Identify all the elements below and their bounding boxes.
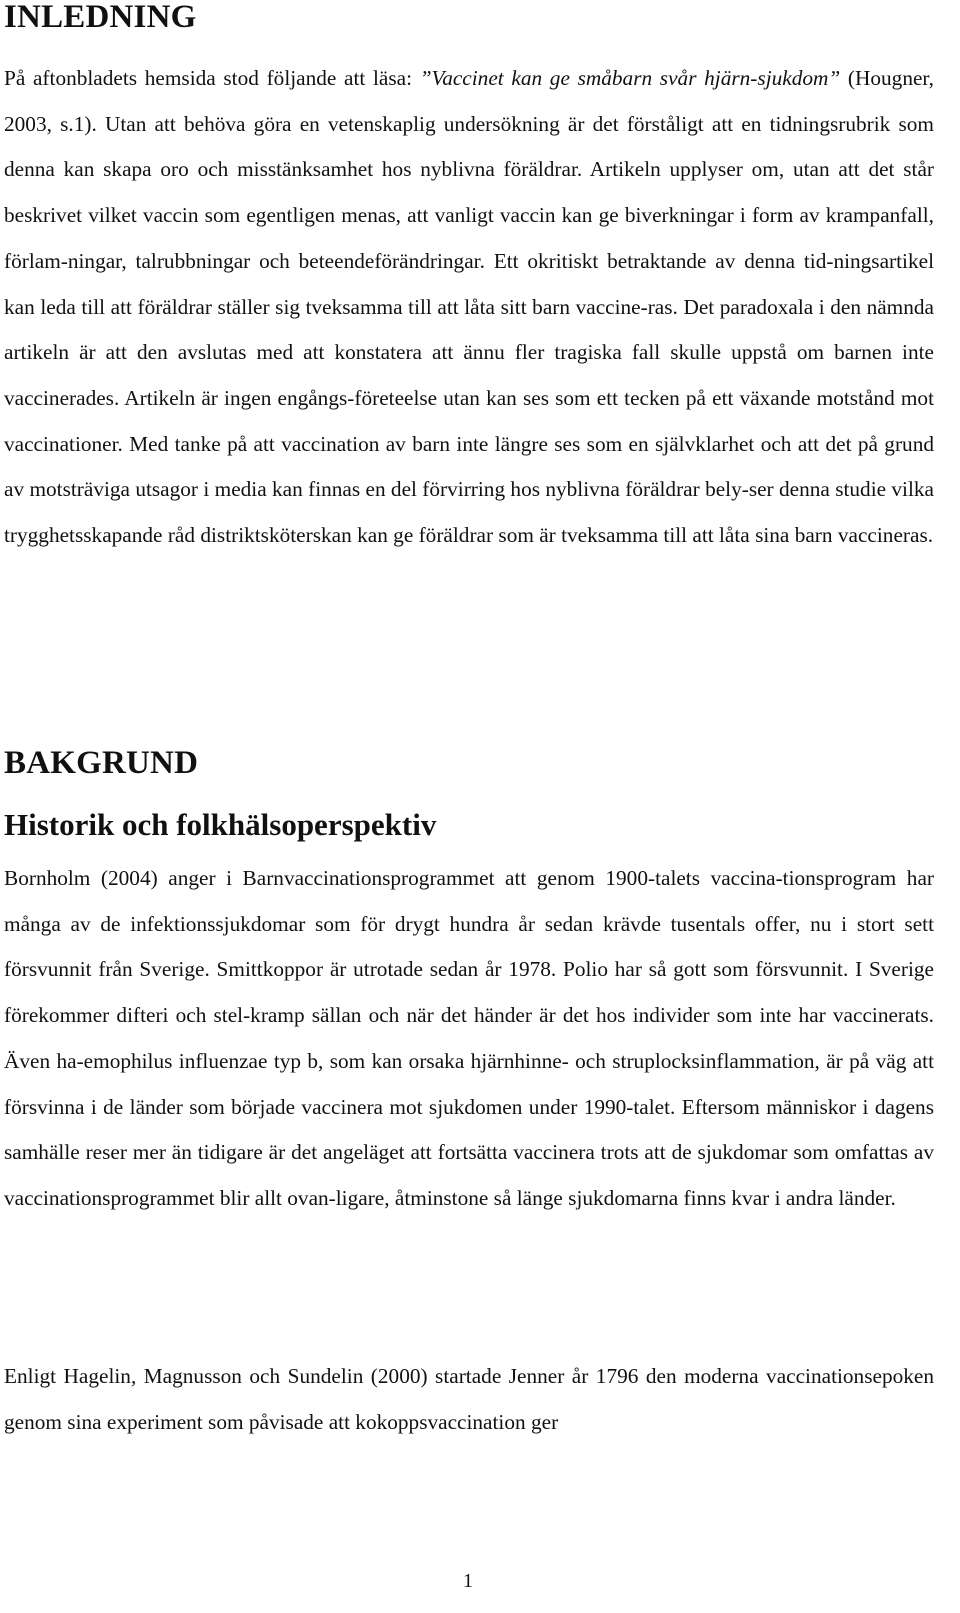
intro-rest-text: (Hougner, 2003, s.1). Utan att behöva göra en vetenskaplig undersökning är det förståligt att en tidningsrubrik som denna kan skapa oro och misstänksamhet hos nyblivna föräldrar. Artikeln upplyser om, utan att det står beskrivet vilket vaccin som egentligen menas, att vanligt vaccin kan ge biverkningar i form av krampanfall, förlam-ningar, talrubbningar och beteendeförändringar. Ett okritiskt betraktande av denna tid-ningsartikel kan leda till att föräldrar ställer sig tveksamma till att låta sitt barn vaccine-ras. Det paradoxala i den nämnda artikeln är att den avslutas med att konstatera att ännu fler tragiska fall skulle uppstå om barnen inte vaccinerades. Artikeln är ingen engångs-företeelse utan kan ses som ett tecken på ett växande motstånd mot vaccinationer. Med tanke på att vaccination av barn inte längre ses som en självklarhet och att det på grund av motsträviga utsagor i media kan finnas en del förvirring hos nyblivna föräldrar bely-ser denna studie vilka trygghetsskapande råd distriktsköterskan kan ge föräldrar som är tveksamma till att låta sina barn vaccineras. [4,66,934,548]
background-paragraph-1: Bornholm (2004) anger i Barnvaccinationsprogrammet att genom 1900-talets vaccina-tionsprogram har många av de infektionssjukdomar som för drygt hundra år sedan krävde tusentals offer, nu i stort sett försvunnit från Sverige. Smittkoppor är utrotade sedan år 1978. Polio har så gott som försvunnit. I Sverige förekommer difteri och stel-kramp sällan och när det händer är det hos individer som inte har vaccinerats. Även ha-emophilus influenzae typ b, som kan orsaka hjärnhinne- och struplocksinflammation, är på väg att försvinna i de länder som började vaccinera mot sjukdomen under 1990-talet. Eftersom människor i dagens samhälle reser mer än tidigare är det angeläget att fortsätta vaccinera trots att de sjukdomar som omfattas av vaccinationsprogrammet blir allt ovan-ligare, åtminstone så länge sjukdomarna finns kvar i andra länder. [4,866,934,1210]
section-heading-intro: INLEDNING [4,0,197,35]
section-heading-background: BAKGRUND [4,745,199,781]
intro-quote: ”Vaccinet kan ge småbarn svår hjärn-sjukdom” [419,66,841,90]
intro-lead-text: På aftonbladets hemsida stod följande att läsa: [4,66,420,90]
subsection-heading-history: Historik och folkhälsoperspektiv [4,807,437,842]
background-paragraph-2: Enligt Hagelin, Magnusson och Sundelin (2000) startade Jenner år 1796 den moderna vaccinationsepoken genom sina experiment som påvisade att kokoppsvaccination ger [4,1364,934,1434]
page-number: 1 [463,1570,473,1592]
intro-paragraph [4,56,934,559]
